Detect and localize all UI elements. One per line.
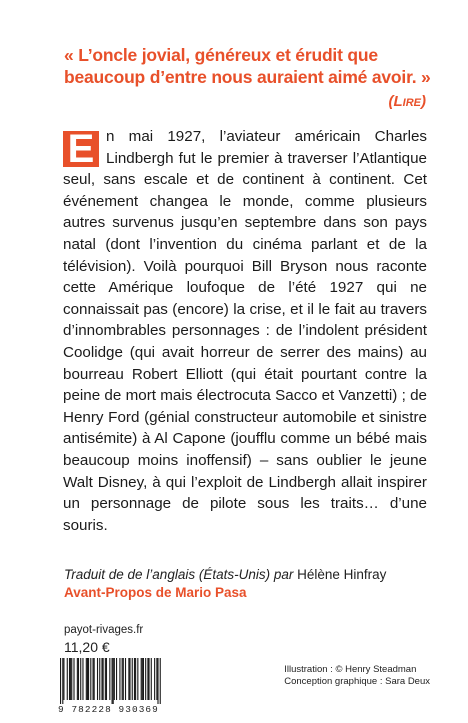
- barcode-bar: [128, 658, 129, 700]
- barcode-bar: [97, 658, 98, 700]
- dropcap: [63, 127, 99, 171]
- barcode-bar: [123, 658, 124, 700]
- barcode-bar: [103, 658, 104, 700]
- barcode-bar: [112, 658, 113, 704]
- barcode-bar: [141, 658, 142, 700]
- credits: [64, 566, 386, 602]
- preface-credit: Avant-Propos de Mario Pasa: [64, 585, 247, 600]
- quote-source-close: ): [421, 93, 426, 110]
- barcode-bar: [135, 658, 136, 700]
- barcode-bar: [109, 658, 110, 700]
- barcode-bar: [151, 658, 152, 700]
- price: 11,20 €: [64, 639, 110, 655]
- barcode-bar: [63, 658, 64, 700]
- barcode-digits: 9 782228 930369: [58, 704, 159, 714]
- barcode-bar: [132, 658, 133, 700]
- illustration-credit: Illustration : © Henry Steadman: [284, 664, 417, 675]
- quote-source-name: Lire: [393, 93, 421, 110]
- barcode-bar: [114, 658, 115, 700]
- barcode-bar: [148, 658, 149, 700]
- barcode-bar: [87, 658, 88, 700]
- quote-source-open: (: [388, 93, 394, 110]
- image-credits: [284, 664, 430, 688]
- barcode-bar: [142, 658, 143, 700]
- dropcap-letter: E: [67, 127, 95, 171]
- barcode-bar: [137, 658, 138, 700]
- barcode-bar: [105, 658, 106, 700]
- barcode-bar: [145, 658, 146, 700]
- barcode-bar: [143, 658, 144, 700]
- barcode-bar: [156, 658, 157, 700]
- blurb-text: n mai 1927, l’aviateur américain Charles Lindbergh fut le premier à traverser l’Atlantique seul, sans escale et de continent à continent. Cet événement changea le monde, comme plusieurs autres survenus jusqu’en septembre dans son pays natal (dont l’invention du cinéma parlant et de la télévision). Voilà pourquoi Bill Bryson nous raconte cette Amérique loufoque de l’été 1927 qui ne connaissait pas (encore) la crise, et il le fait au travers d’innombrables personnages : de l’indolent président Coolidge (qui avait horreur de serrer des mains) au bourreau Robert Elliott (qui était pourtant contre la peine de mort mais électrocuta Sacco et Vanzetti) ; de Henry Ford (génial constructeur automobile et sinistre antisémite) à Al Capone (joufflu comme un bébé mais beaucoup moins inoffensif) – sans oublier le jeune Walt Disney, à qui l’exploit de Lindbergh allait inspirer un personnage de pilote sous les traits… d’une souris.: [63, 128, 427, 534]
- barcode-bar: [86, 658, 87, 700]
- barcode-bar: [101, 658, 102, 700]
- barcode-bar: [99, 658, 100, 700]
- blurb-paragraph: [63, 126, 427, 536]
- barcode-bar: [78, 658, 79, 700]
- translator-name: Hélène Hinfray: [297, 567, 387, 582]
- barcode-bar: [67, 658, 68, 700]
- barcode-bar: [122, 658, 123, 700]
- barcode-bar: [157, 658, 158, 704]
- barcode-bar: [62, 658, 63, 704]
- quote-source: [389, 93, 427, 110]
- barcode-bar: [94, 658, 95, 700]
- barcode-bar: [113, 658, 114, 704]
- design-credit: Conception graphique : Sara Deux: [284, 676, 430, 687]
- barcode-bar: [80, 658, 81, 700]
- barcode-bar: [82, 658, 83, 700]
- isbn-barcode: [56, 656, 166, 714]
- barcode-bar: [106, 658, 107, 700]
- barcode-bar: [125, 658, 126, 700]
- back-cover-quote: « L’oncle jovial, généreux et érudit que beaucoup d’entre nous auraient aimé avoir. »: [64, 45, 431, 87]
- barcode-bar: [77, 658, 78, 700]
- barcode-bars: [60, 658, 161, 704]
- barcode-bar: [90, 658, 91, 700]
- barcode-bar: [88, 658, 89, 700]
- barcode-bar: [69, 658, 70, 700]
- publisher-info: [64, 622, 143, 655]
- barcode-bar: [119, 658, 120, 700]
- barcode-bar: [116, 658, 117, 700]
- barcode-bar: [70, 658, 71, 700]
- translator-prefix: Traduit de de l’anglais (États-Unis) par: [64, 567, 298, 582]
- barcode-bar: [92, 658, 93, 700]
- barcode-bar: [134, 658, 135, 700]
- publisher-website: payot-rivages.fr: [64, 624, 144, 636]
- barcode-bar: [154, 658, 155, 700]
- barcode-bar: [147, 658, 148, 700]
- barcode-bar: [73, 658, 74, 700]
- translator-credit: [64, 566, 386, 584]
- barcode-bar: [129, 658, 130, 700]
- barcode-bar: [60, 658, 61, 704]
- barcode-bar: [160, 658, 161, 704]
- barcode-bar: [71, 658, 72, 700]
